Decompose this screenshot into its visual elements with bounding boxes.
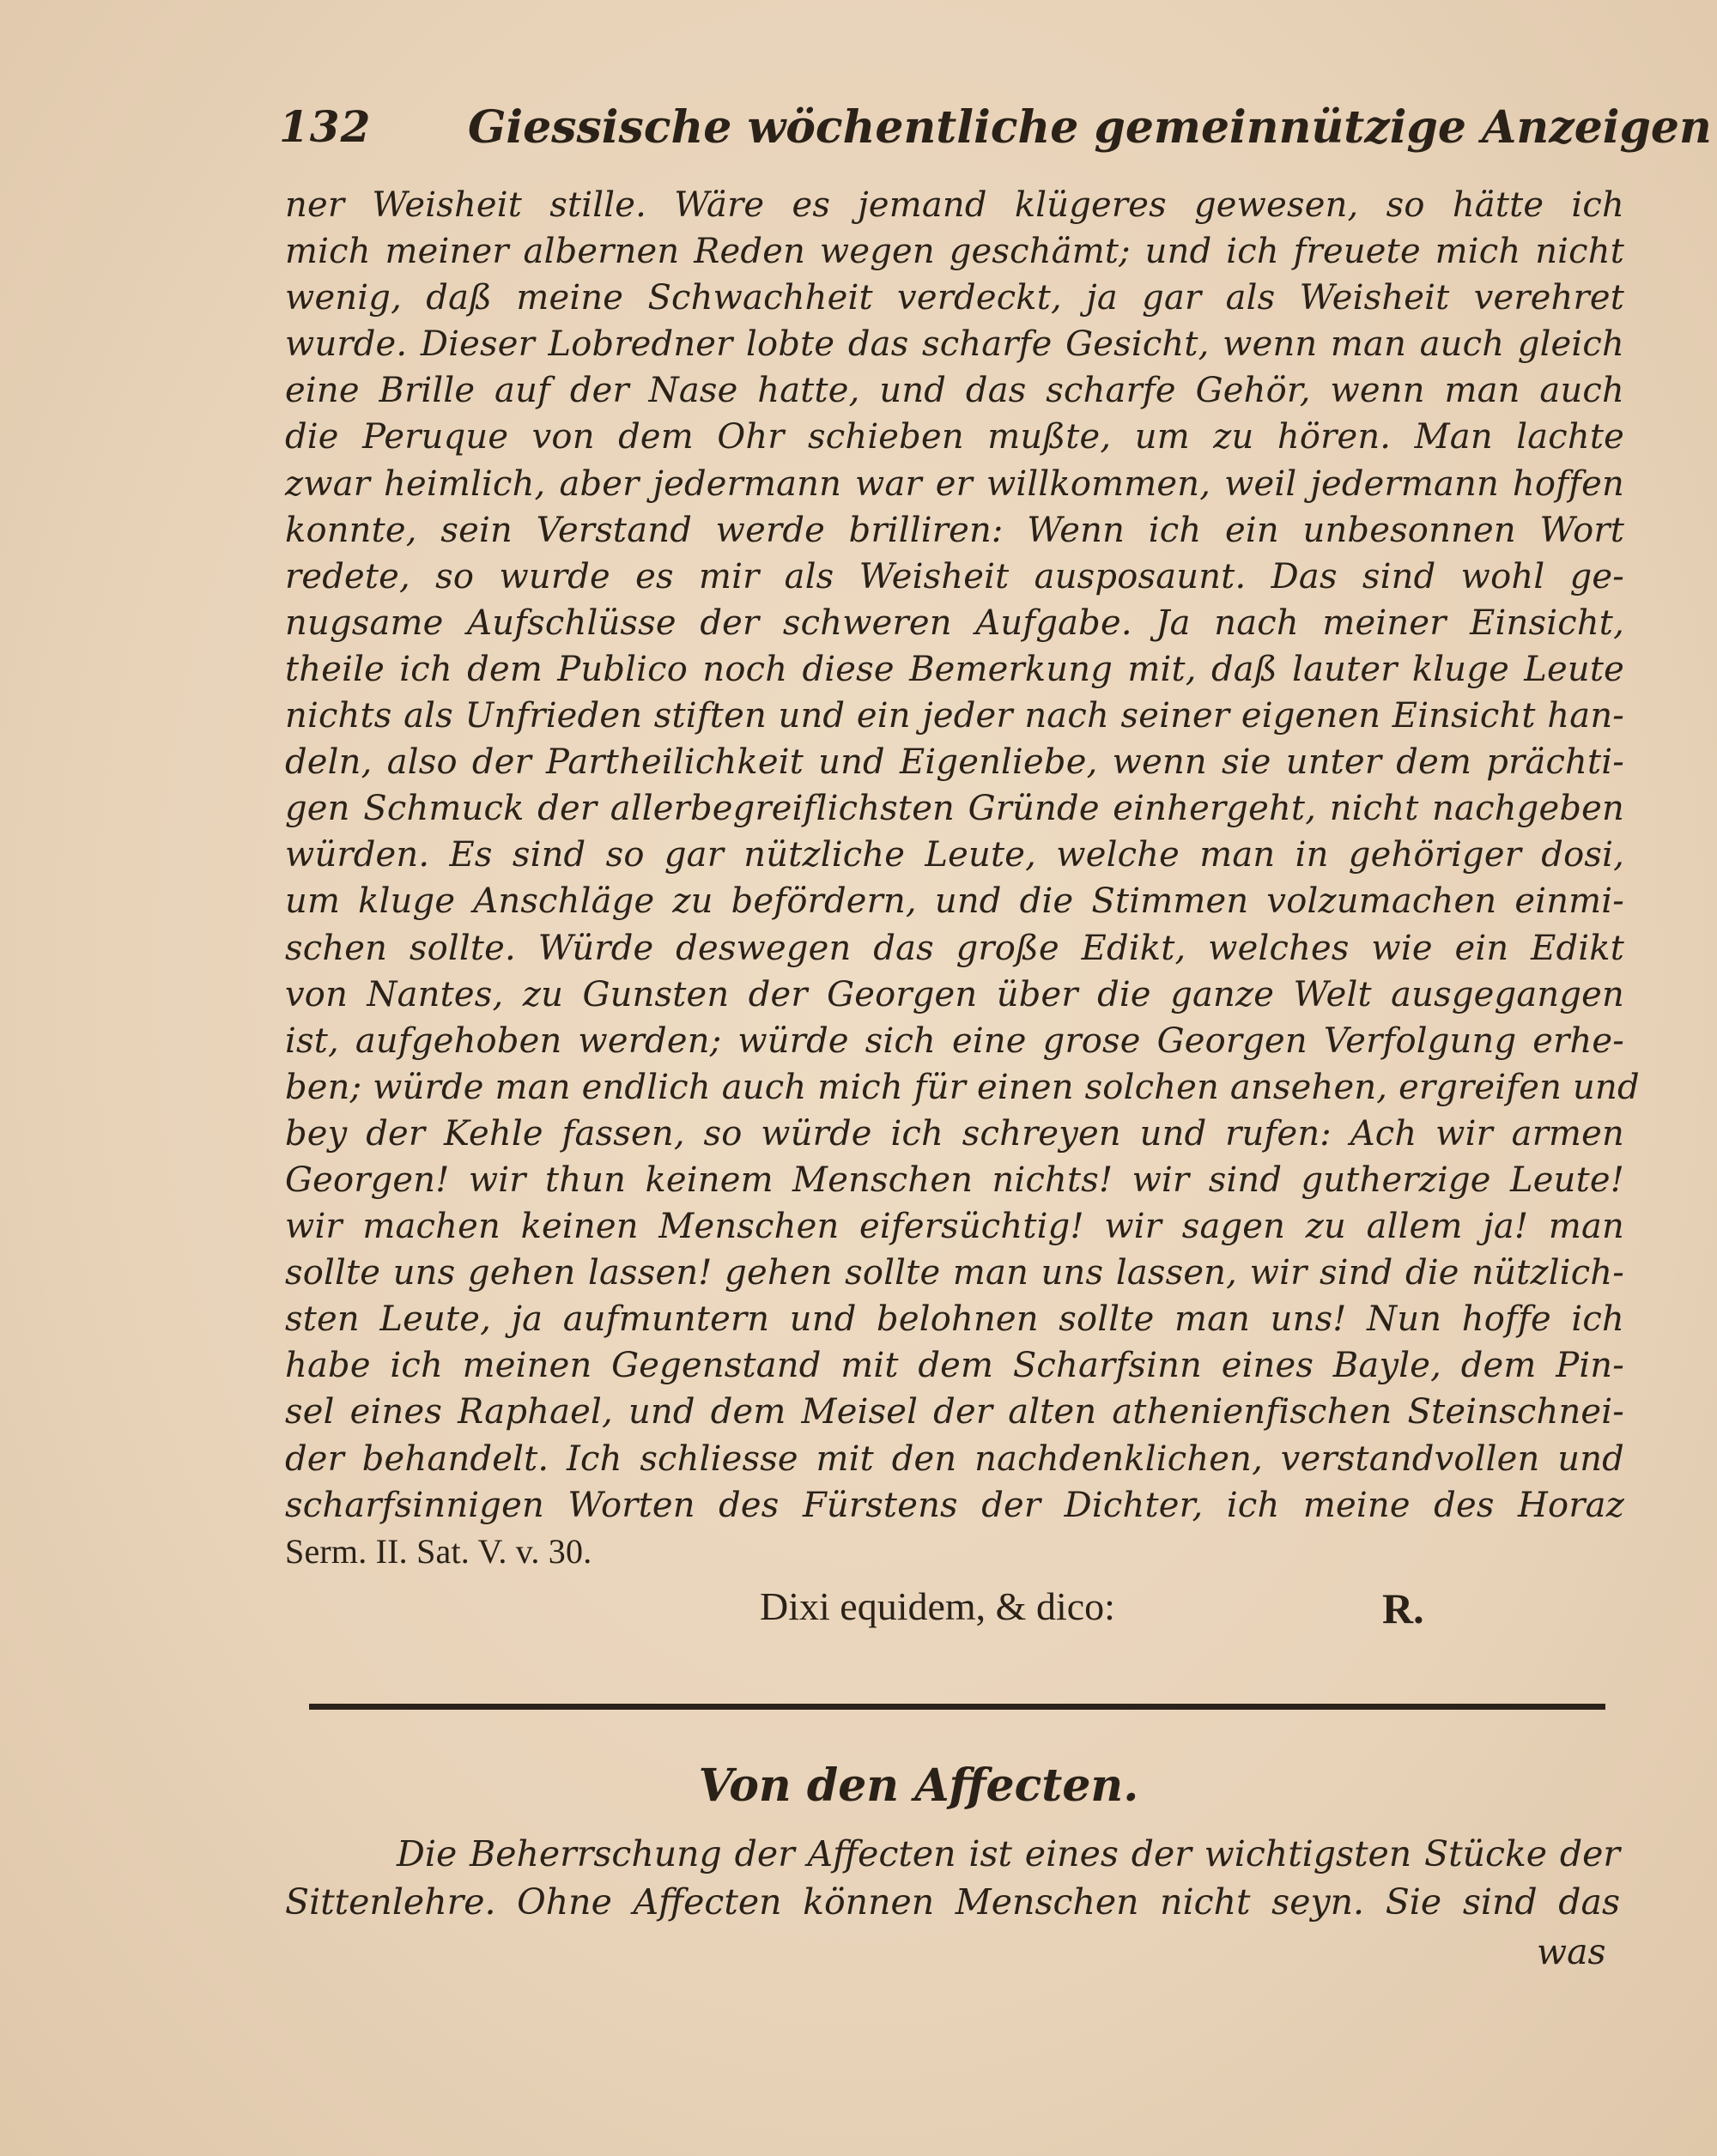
- text-line: von Nantes, zu Gunsten der Georgen über die ganze Welt ausgegangen: [285, 974, 1624, 1014]
- text-line: Die Beherrschung der Affecten ist eines der wichtigsten Stücke der: [397, 1833, 1620, 1874]
- text-line: redete, so wurde es mir als Weisheit ausposaunt. Das sind wohl ge-: [285, 556, 1624, 597]
- text-line: nichts als Unfrieden stiften und ein jeder nach seiner eigenen Einsicht han-: [285, 696, 1624, 736]
- text-line: gen Schmuck der allerbegreiflichsten Gründe einhergeht, nicht nachgeben: [285, 789, 1624, 829]
- text-line: sollte uns gehen lassen! gehen sollte man uns lassen, wir sind die nützlich-: [285, 1253, 1624, 1293]
- latin-quote: Dixi equidem, & dico:: [760, 1584, 1115, 1628]
- text-line: sel eines Raphael, und dem Meisel der alten athenienfischen Steinschnei-: [285, 1392, 1624, 1432]
- section-text: [285, 1830, 1620, 1926]
- text-line: wurde. Dieser Lobredner lobte das scharfe Gesicht, wenn man auch gleich: [285, 324, 1624, 365]
- text-line: mich meiner albernen Reden wegen geschämt; und ich freuete mich nicht: [285, 232, 1624, 272]
- text-line: wir machen keinen Menschen eifersüchtig! wir sagen zu allem ja! man: [285, 1207, 1624, 1247]
- closing-quote: [760, 1584, 1447, 1635]
- page-number: 132: [279, 101, 372, 152]
- body-text: [285, 182, 1640, 1575]
- signature: R.: [1382, 1584, 1424, 1632]
- page-header: [279, 101, 1712, 170]
- section-divider: [309, 1704, 1605, 1710]
- text-line: die Peruque von dem Ohr schieben mußte, um zu hören. Man lachte: [285, 417, 1624, 457]
- text-line: sten Leute, ja aufmuntern und belohnen sollte man uns! Nun hoffe ich: [285, 1299, 1624, 1340]
- text-line: nugsame Aufschlüsse der schweren Aufgabe. Ja nach meiner Einsicht,: [285, 603, 1624, 643]
- text-line: ben; würde man endlich auch mich für einen solchen ansehen, ergreifen und: [285, 1067, 1640, 1107]
- text-line: scharfsinnigen Worten des Fürstens der Dichter, ich meine des Horaz: [285, 1485, 1624, 1525]
- section-title: Von den Affecten.: [698, 1759, 1139, 1812]
- text-line: ner Weisheit stille. Wäre es jemand klügeres gewesen, so hätte ich: [285, 185, 1624, 225]
- text-line: theile ich dem Publico noch diese Bemerkung mit, daß lauter kluge Leute: [285, 649, 1624, 689]
- text-line: der behandelt. Ich schliesse mit den nachdenklichen, verstandvollen und: [285, 1438, 1624, 1479]
- text-line: schen sollte. Würde deswegen das große Edikt, welches wie ein Edikt: [285, 928, 1624, 968]
- text-line: ist, aufgehoben werden; würde sich eine grose Georgen Verfolgung erhe-: [285, 1020, 1624, 1061]
- text-line: Georgen! wir thun keinem Menschen nichts! wir sind gutherzige Leute!: [285, 1160, 1624, 1200]
- text-line: Sittenlehre. Ohne Affecten können Menschen nicht seyn. Sie sind das: [285, 1881, 1620, 1923]
- text-line: deln, also der Partheilichkeit und Eigenliebe, wenn sie unter dem prächti-: [285, 742, 1624, 783]
- text-line: würden. Es sind so gar nützliche Leute, welche man in gehöriger dosi,: [285, 835, 1624, 875]
- text-line: eine Brille auf der Nase hatte, und das scharfe Gehör, wenn man auch: [285, 371, 1624, 411]
- catchword: was: [1537, 1931, 1606, 1972]
- text-line: um kluge Anschläge zu befördern, und die Stimmen volzumachen einmi-: [285, 881, 1624, 922]
- citation-line: Serm. II. Sat. V. v. 30.: [285, 1531, 592, 1571]
- text-line: wenig, daß meine Schwachheit verdeckt, ja gar als Weisheit verehret: [285, 278, 1624, 318]
- text-line: konnte, sein Verstand werde brilliren: Wenn ich ein unbesonnen Wort: [285, 510, 1624, 550]
- text-line: habe ich meinen Gegenstand mit dem Scharfsinn eines Bayle, dem Pin-: [285, 1346, 1624, 1386]
- text-line: bey der Kehle fassen, so würde ich schreyen und rufen: Ach wir armen: [285, 1113, 1624, 1154]
- running-title: Giessische wöchentliche gemeinnützige Anzeigen: [468, 101, 1712, 154]
- text-line: zwar heimlich, aber jedermann war er willkommen, weil jedermann hoffen: [285, 463, 1624, 504]
